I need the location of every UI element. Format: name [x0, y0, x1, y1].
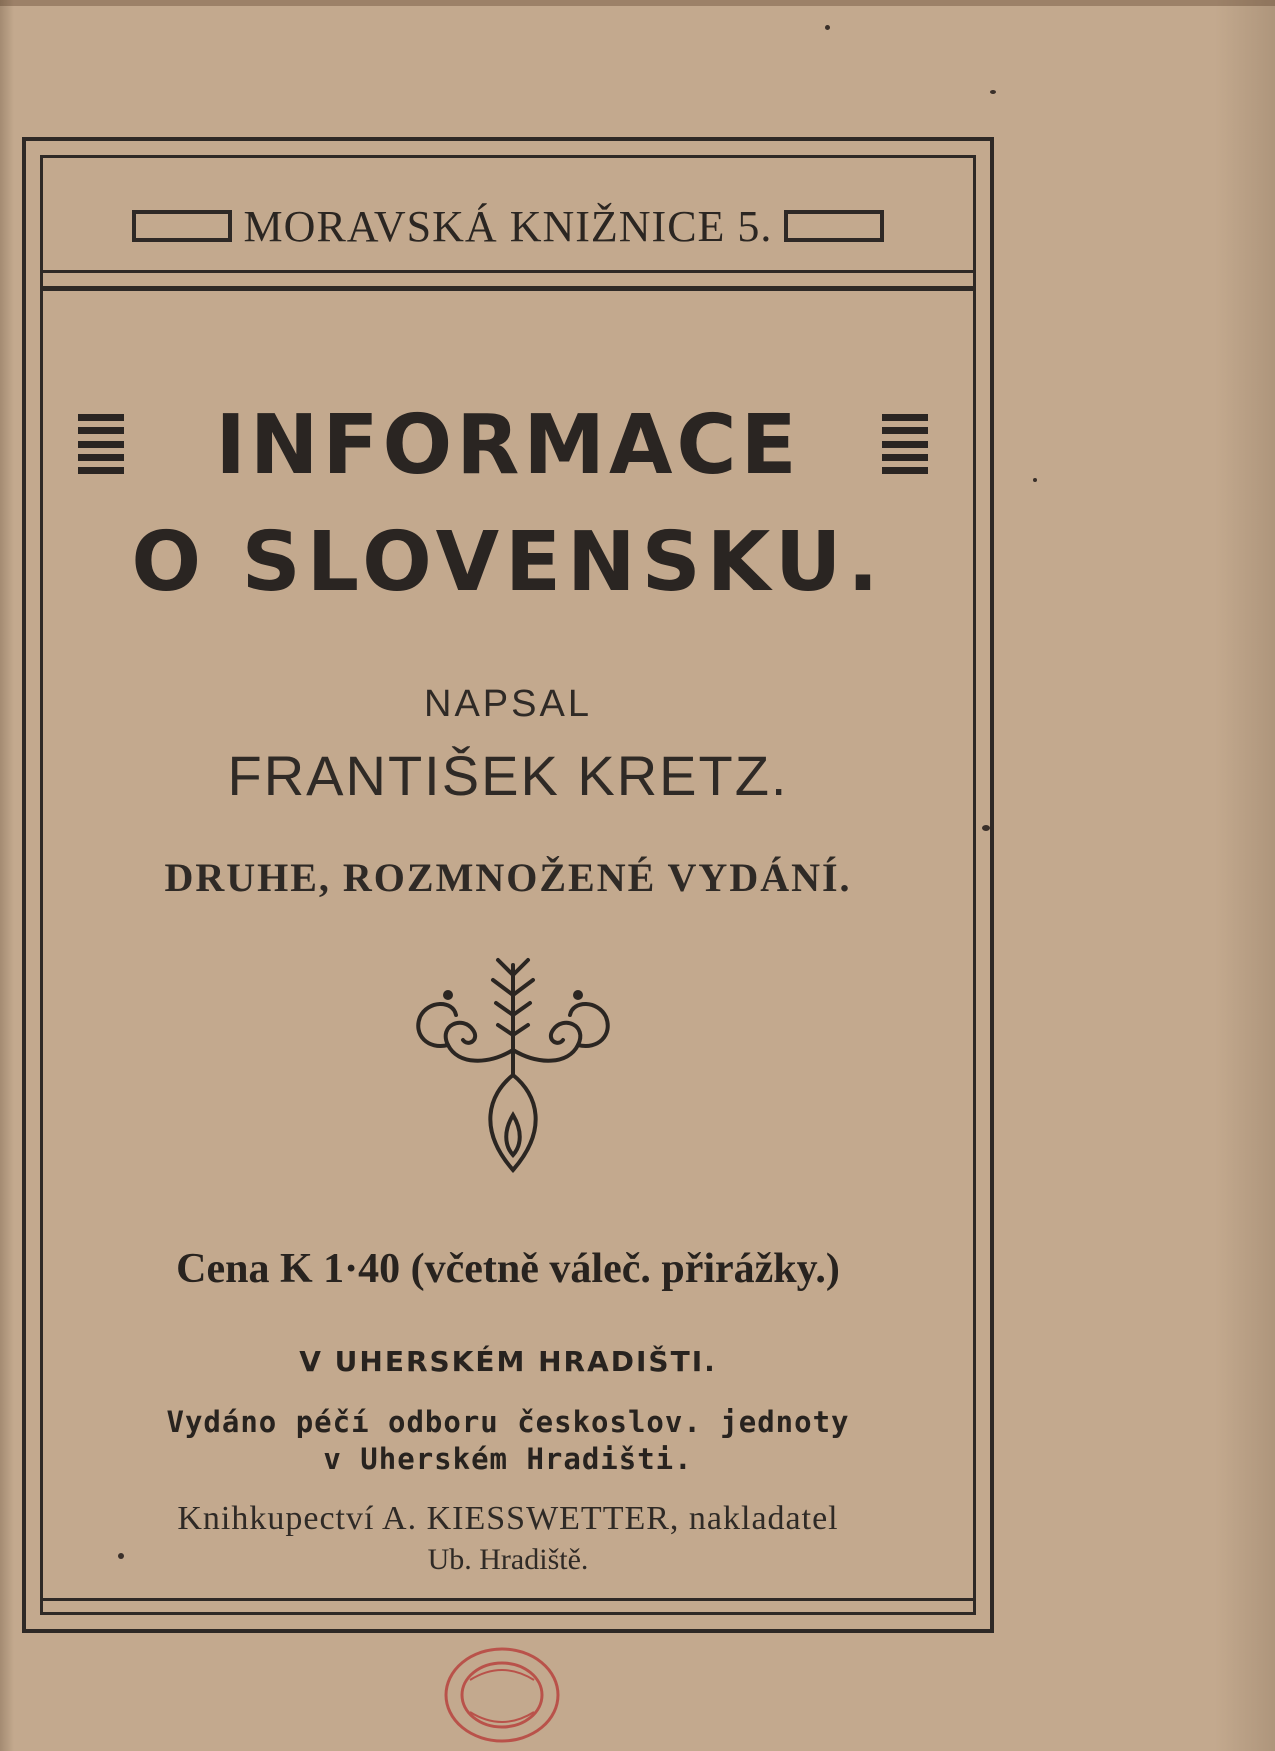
- book-title-line-2: O SLOVENSKU.: [131, 515, 885, 610]
- paper-speck: [1033, 478, 1037, 482]
- floral-ornament-icon: [408, 955, 618, 1175]
- bookshop-line-2: Ub. Hradiště.: [427, 1543, 589, 1576]
- publication-place: V UHERSKÉM HRADIŠTI.: [299, 1345, 717, 1378]
- book-title-line-1: INFORMACE: [215, 398, 801, 493]
- series-header: [40, 196, 976, 256]
- paper-right-shadow: [1215, 0, 1275, 1751]
- publisher-line-1: Vydáno péčí odboru českoslov. jednoty: [166, 1405, 850, 1439]
- paper-speck: [990, 90, 996, 94]
- header-rule-thick: [40, 286, 976, 291]
- publisher-line-2: v Uherském Hradišti.: [323, 1442, 693, 1476]
- price-line: Cena K 1·40 (včetně váleč. přirážky.): [176, 1246, 840, 1292]
- header-rule: [40, 270, 976, 273]
- paper-speck: [118, 1553, 124, 1559]
- series-title: MORAVSKÁ KNIŽNICE 5.: [243, 201, 773, 251]
- paper-speck: [825, 25, 830, 30]
- paper-top-edge: [0, 0, 1275, 6]
- footer-rule: [40, 1598, 976, 1601]
- written-by-label: NAPSAL: [424, 683, 592, 725]
- paper-speck: [982, 825, 990, 831]
- paper-left-shadow: [0, 0, 14, 1751]
- series-bracket-left-icon: [132, 210, 232, 242]
- library-stamp-icon: [440, 1640, 565, 1745]
- bookshop-line-1: Knihkupectví A. KIESSWETTER, nakladatel: [177, 1500, 839, 1537]
- author-name: FRANTIŠEK KRETZ.: [227, 744, 789, 807]
- series-bracket-right-icon: [784, 210, 884, 242]
- edition-note: DRUHE, ROZMNOŽENÉ VYDÁNÍ.: [164, 855, 852, 900]
